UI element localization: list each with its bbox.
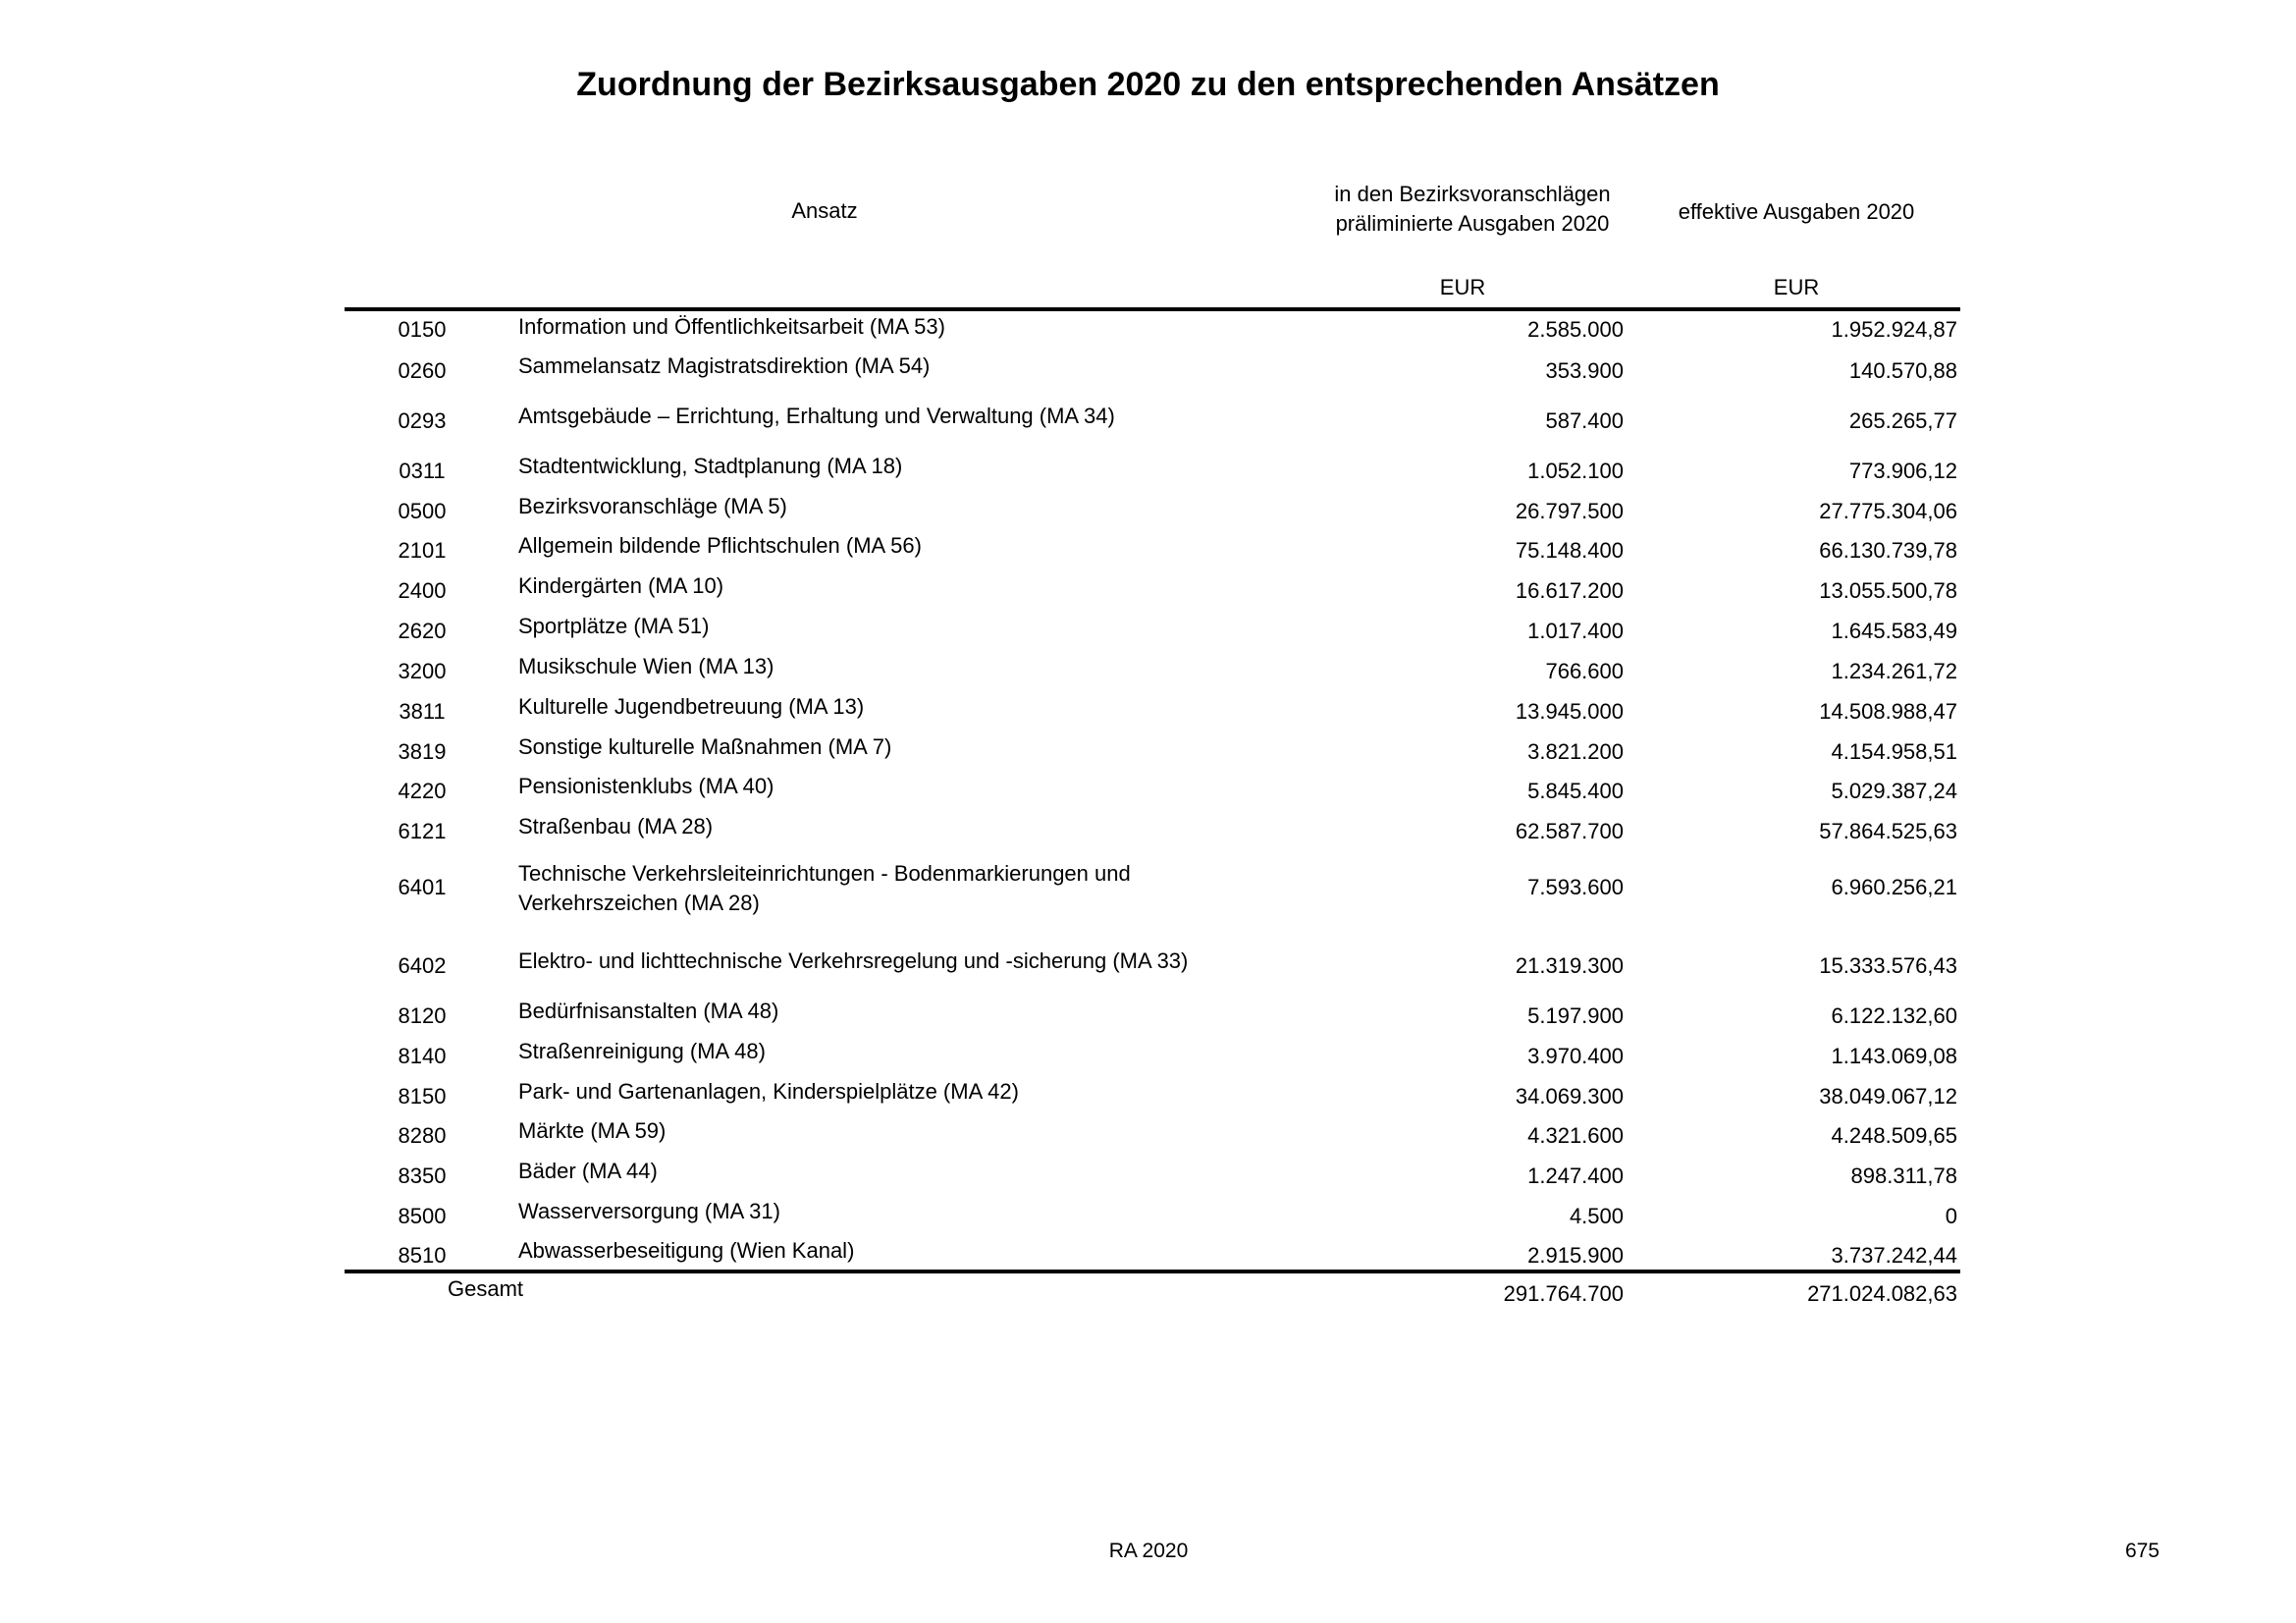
row-code: 8120	[398, 1003, 447, 1028]
row-effective-value: 1.952.924,87	[1831, 317, 1957, 342]
row-label: Bedürfnisanstalten (MA 48)	[518, 999, 779, 1023]
row-code: 8500	[398, 1204, 447, 1228]
row-effective-value: 1.645.583,49	[1831, 619, 1957, 643]
header-effective-expenses: effektive Ausgaben 2020	[1678, 199, 1915, 224]
row-effective-value: 66.130.739,78	[1819, 538, 1957, 563]
row-effective-value: 14.508.988,47	[1819, 699, 1957, 724]
row-preliminary-value: 1.017.400	[1527, 619, 1624, 643]
row-code: 8150	[398, 1084, 447, 1109]
row-label: Park- und Gartenanlagen, Kinderspielplätze (MA 42)	[518, 1079, 1019, 1104]
header-ansatz: Ansatz	[791, 198, 858, 223]
row-effective-value: 898.311,78	[1850, 1163, 1957, 1188]
row-preliminary-value: 4.321.600	[1527, 1123, 1624, 1148]
row-label: Musikschule Wien (MA 13)	[518, 654, 774, 678]
row-preliminary-value: 75.148.400	[1515, 538, 1624, 563]
row-code: 0500	[398, 499, 447, 523]
table-top-rule	[345, 307, 1960, 311]
row-preliminary-value: 7.593.600	[1527, 875, 1624, 899]
row-effective-value: 3.737.242,44	[1831, 1243, 1957, 1268]
header-preliminary-line2: präliminierte Ausgaben 2020	[1335, 211, 1610, 236]
row-label: Märkte (MA 59)	[518, 1118, 667, 1143]
row-preliminary-value: 4.500	[1569, 1204, 1624, 1228]
row-effective-value: 6.960.256,21	[1831, 875, 1957, 899]
row-effective-value: 773.906,12	[1848, 459, 1957, 483]
total-effective-value: 271.024.082,63	[1807, 1281, 1957, 1306]
row-label: Allgemein bildende Pflichtschulen (MA 56)	[518, 533, 922, 558]
row-preliminary-value: 2.915.900	[1527, 1243, 1624, 1268]
row-effective-value: 265.265,77	[1848, 408, 1957, 433]
row-preliminary-value: 62.587.700	[1515, 819, 1624, 843]
row-code: 3819	[398, 739, 447, 764]
row-preliminary-value: 766.600	[1545, 659, 1624, 683]
row-label: Technische Verkehrsleiteinrichtungen - Bodenmarkierungen und	[518, 861, 1131, 886]
row-code: 8350	[398, 1163, 447, 1188]
row-label: Pensionistenklubs (MA 40)	[518, 774, 774, 798]
row-code: 0311	[399, 459, 446, 483]
row-label: Sportplätze (MA 51)	[518, 614, 710, 638]
row-code: 3811	[399, 699, 446, 724]
row-code: 2400	[398, 578, 447, 603]
header-unit-preliminary: EUR	[1439, 275, 1486, 299]
row-preliminary-value: 21.319.300	[1515, 953, 1624, 978]
row-code: 6401	[398, 875, 447, 899]
row-label: Straßenreinigung (MA 48)	[518, 1039, 766, 1063]
row-label: Kindergärten (MA 10)	[518, 573, 724, 598]
row-preliminary-value: 587.400	[1545, 408, 1624, 433]
row-preliminary-value: 3.970.400	[1527, 1044, 1624, 1068]
row-code: 0260	[398, 358, 447, 383]
row-code: 2101	[398, 538, 447, 563]
row-label: Sonstige kulturelle Maßnahmen (MA 7)	[518, 734, 892, 759]
row-preliminary-value: 5.197.900	[1527, 1003, 1624, 1028]
row-preliminary-value: 26.797.500	[1515, 499, 1624, 523]
row-preliminary-value: 34.069.300	[1515, 1084, 1624, 1109]
row-label: Information und Öffentlichkeitsarbeit (MA 53)	[518, 314, 945, 339]
row-label: Straßenbau (MA 28)	[518, 814, 714, 839]
row-label: Wasserversorgung (MA 31)	[518, 1199, 780, 1223]
row-preliminary-value: 1.247.400	[1527, 1163, 1624, 1188]
row-label: Abwasserbeseitigung (Wien Kanal)	[518, 1238, 855, 1263]
row-code: 6402	[398, 953, 447, 978]
row-code: 8510	[398, 1243, 447, 1268]
row-label: Amtsgebäude – Errichtung, Erhaltung und Verwaltung (MA 34)	[518, 404, 1115, 428]
row-code: 8140	[398, 1044, 447, 1068]
header-preliminary-line1: in den Bezirksvoranschlägen	[1334, 182, 1611, 206]
row-effective-value: 140.570,88	[1848, 358, 1957, 383]
row-effective-value: 38.049.067,12	[1819, 1084, 1957, 1109]
row-effective-value: 15.333.576,43	[1819, 953, 1957, 978]
row-code: 2620	[398, 619, 447, 643]
total-label: Gesamt	[448, 1276, 524, 1301]
row-effective-value: 27.775.304,06	[1819, 499, 1957, 523]
row-preliminary-value: 3.821.200	[1527, 739, 1624, 764]
row-label: Bäder (MA 44)	[518, 1159, 658, 1183]
row-code: 4220	[398, 779, 447, 803]
row-code: 0150	[398, 317, 447, 342]
row-effective-value: 5.029.387,24	[1831, 779, 1957, 803]
row-code: 8280	[398, 1123, 447, 1148]
row-preliminary-value: 13.945.000	[1515, 699, 1624, 724]
row-label: Elektro- und lichttechnische Verkehrsregelung und -sicherung (MA 33)	[518, 948, 1189, 973]
total-preliminary-value: 291.764.700	[1503, 1281, 1624, 1306]
table-bottom-rule	[345, 1270, 1960, 1273]
row-label: Kulturelle Jugendbetreuung (MA 13)	[518, 694, 865, 719]
row-label: Bezirksvoranschläge (MA 5)	[518, 494, 787, 518]
row-effective-value: 4.248.509,65	[1831, 1123, 1957, 1148]
footer-report-label: RA 2020	[1108, 1540, 1189, 1562]
row-effective-value: 1.234.261,72	[1831, 659, 1957, 683]
row-code: 6121	[398, 819, 447, 843]
page-number: 675	[2124, 1540, 2160, 1562]
row-code: 0293	[398, 408, 447, 433]
row-effective-value: 0	[1945, 1204, 1957, 1228]
header-preliminary-expenses	[1276, 180, 1669, 239]
row-effective-value: 57.864.525,63	[1819, 819, 1957, 843]
header-unit-effective: EUR	[1773, 275, 1820, 299]
row-preliminary-value: 5.845.400	[1527, 779, 1624, 803]
row-preliminary-value: 1.052.100	[1527, 459, 1624, 483]
row-effective-value: 6.122.132,60	[1831, 1003, 1957, 1028]
row-effective-value: 4.154.958,51	[1831, 739, 1957, 764]
row-preliminary-value: 353.900	[1545, 358, 1624, 383]
row-label: Stadtentwicklung, Stadtplanung (MA 18)	[518, 454, 903, 478]
row-label-continued: Verkehrszeichen (MA 28)	[518, 891, 760, 915]
row-preliminary-value: 16.617.200	[1515, 578, 1624, 603]
row-effective-value: 13.055.500,78	[1819, 578, 1957, 603]
row-preliminary-value: 2.585.000	[1527, 317, 1624, 342]
row-label: Sammelansatz Magistratsdirektion (MA 54)	[518, 353, 931, 378]
row-code: 3200	[398, 659, 447, 683]
row-effective-value: 1.143.069,08	[1831, 1044, 1957, 1068]
page-title: Zuordnung der Bezirksausgaben 2020 zu den entsprechenden Ansätzen	[576, 66, 1720, 103]
